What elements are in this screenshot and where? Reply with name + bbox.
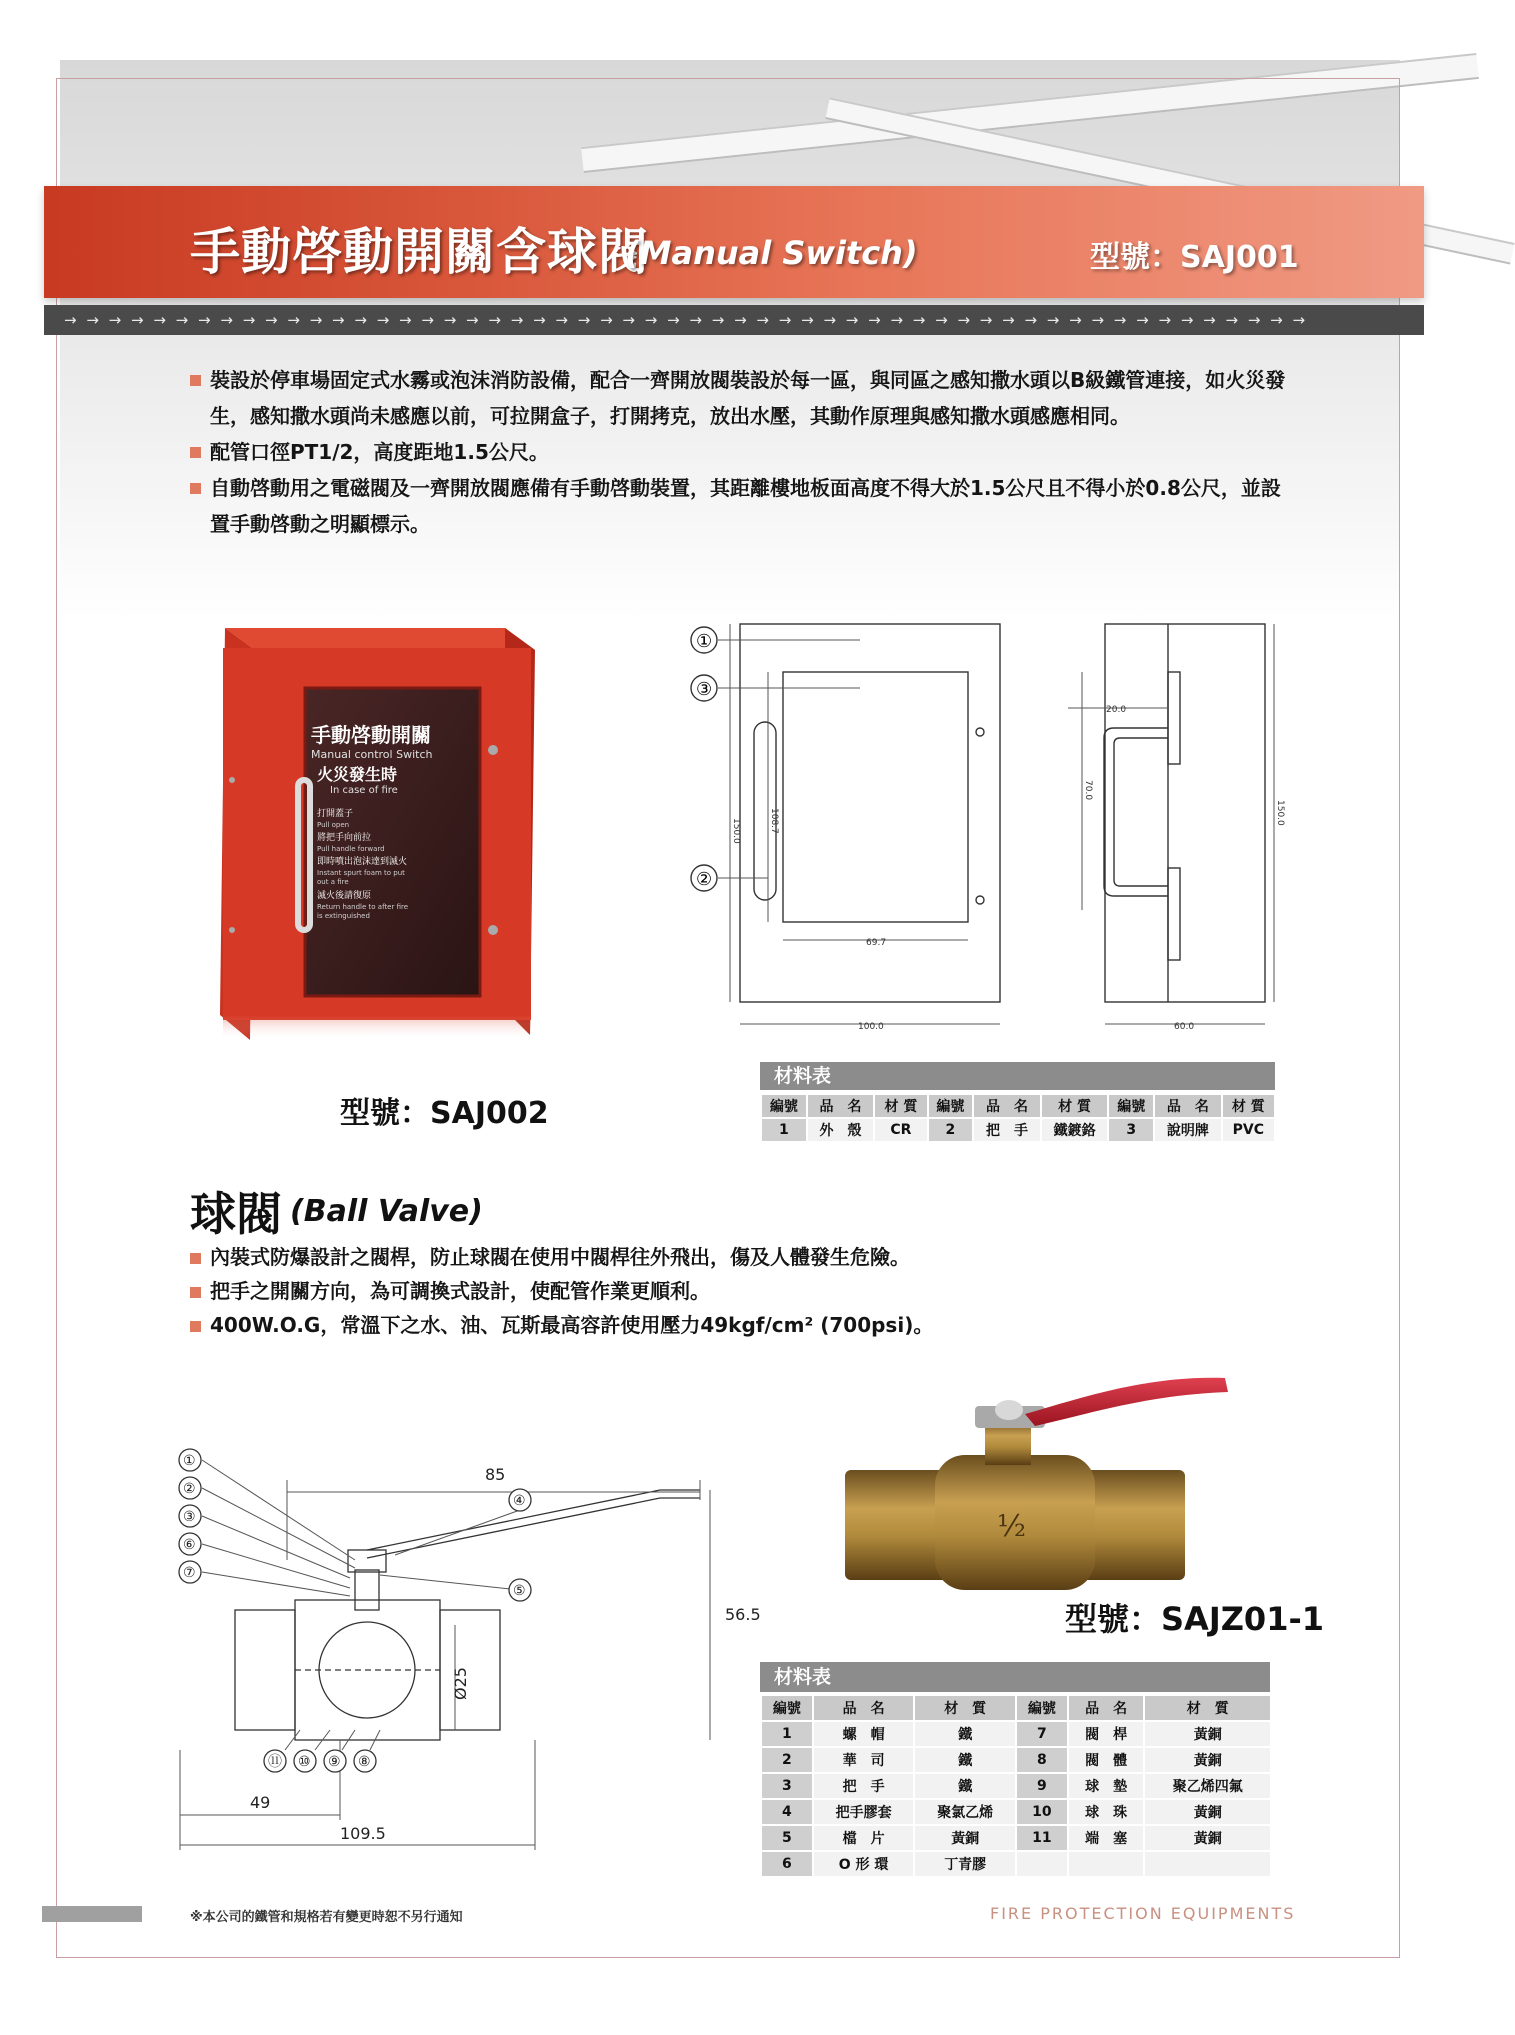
table-cell: 把 手 — [974, 1119, 1040, 1141]
table-cell: 3 — [762, 1774, 812, 1798]
intro-bullet-list — [190, 362, 1300, 542]
dim-handle-height: 70.0 — [1083, 780, 1093, 801]
box-instruction: 打開蓋子 — [317, 809, 354, 819]
intro-bullet: 裝設於停車場固定式水霧或泡沫消防設備，配合一齊開放閥裝設於每一區，與同區之感知撒水頭以B級鐵管連接，如火災發生，感知撒水頭尚未感應以前，可拉開盒子，打開拷克，放出水壓，其動作原理與感知撒水頭感應相同。 — [190, 362, 1300, 434]
valve-callout: ⑦ — [183, 1565, 196, 1581]
intro-bullet: 自動啓動用之電磁閥及一齊開放閥應備有手動啓動裝置，其距離樓地板面高度不得大於1.5公尺且不得小於0.8公尺，並設置手動啓動之明顯標示。 — [190, 470, 1300, 542]
callout-1: ① — [696, 631, 713, 652]
ball-valve-bullet-list — [190, 1240, 1300, 1342]
table-row — [762, 1826, 1270, 1850]
table-cell: 7 — [1017, 1722, 1067, 1746]
table-header: 編號 — [1017, 1696, 1067, 1720]
box-label-fire: 火災發生時 — [317, 765, 398, 784]
table-header: 材 質 — [875, 1095, 926, 1117]
table-cell: 8 — [1017, 1748, 1067, 1772]
dim-height-56: 56.5 — [725, 1605, 761, 1624]
intro-bullet: 配管口徑PT1/2，高度距地1.5公尺。 — [190, 434, 1300, 470]
table-cell: 閥 體 — [1069, 1748, 1144, 1772]
dim-height-window: 108.7 — [769, 808, 779, 834]
table-cell: 黃銅 — [915, 1826, 1015, 1850]
table-header-row — [762, 1696, 1270, 1720]
table-cell: 把 手 — [814, 1774, 914, 1798]
table-header: 編號 — [762, 1095, 806, 1117]
box-instruction: Return handle to after fire — [317, 903, 409, 911]
table-cell: CR — [875, 1119, 926, 1141]
valve-callout: ⑧ — [358, 1754, 371, 1770]
table-cell: 丁青膠 — [915, 1852, 1015, 1876]
table-header: 品 名 — [808, 1095, 874, 1117]
dim-length-109: 109.5 — [340, 1824, 386, 1843]
ball-valve-bullet: 內裝式防爆設計之閥桿，防止球閥在使用中閥桿往外飛出，傷及人體發生危險。 — [190, 1240, 1300, 1274]
table-cell — [1069, 1852, 1144, 1876]
table-cell: 5 — [762, 1826, 812, 1850]
ball-valve-title: 球閥 — [190, 1187, 282, 1241]
box-instruction: is extinguished — [317, 912, 370, 920]
table-cell: PVC — [1223, 1119, 1274, 1141]
table-header: 品 名 — [974, 1095, 1040, 1117]
table-cell: 黃銅 — [1145, 1826, 1270, 1850]
table-header: 品 名 — [1155, 1095, 1221, 1117]
table-cell: 聚乙烯四氟 — [1145, 1774, 1270, 1798]
table-cell: 黃銅 — [1145, 1748, 1270, 1772]
valve-callout: ② — [183, 1481, 196, 1497]
table-cell: 4 — [762, 1800, 812, 1824]
table-cell: 黃銅 — [1145, 1722, 1270, 1746]
table-row — [762, 1748, 1270, 1772]
table-header: 編號 — [929, 1095, 973, 1117]
arrow-divider: → → → → → → → → → → → → → → → → → → → → → → → → → → → → → → → → → → → → → → → → → → → → → → → → → → → → → → → → — [44, 305, 1424, 335]
box-instruction: 滅火後請復原 — [317, 891, 372, 901]
valve-callout: ⑥ — [183, 1537, 196, 1553]
header-model-number: 型號：SAJ001 — [1090, 240, 1299, 275]
manual-switch-photo — [205, 620, 545, 1040]
box-instruction: Pull open — [317, 821, 350, 829]
valve-size-marking: ½ — [997, 1509, 1027, 1544]
dim-length-85: 85 — [485, 1465, 506, 1484]
materials-table-1 — [760, 1093, 1276, 1143]
table-cell: 球 珠 — [1069, 1800, 1144, 1824]
table-header: 材 質 — [915, 1696, 1015, 1720]
footer-disclaimer: ※本公司的鐵管和規格若有變更時恕不另行通知 — [190, 1910, 463, 1925]
valve-callout: ④ — [513, 1493, 526, 1509]
valve-callout: ⑨ — [328, 1754, 341, 1770]
dim-handle-depth: 20.0 — [1106, 705, 1127, 715]
dim-side-height: 150.0 — [1275, 800, 1285, 826]
table-cell: 11 — [1017, 1826, 1067, 1850]
table-cell: 黃銅 — [1145, 1800, 1270, 1824]
dim-height-outer: 150.0 — [731, 818, 741, 844]
ball-valve-title-english: (Ball Valve) — [290, 1194, 483, 1229]
footer-bar — [42, 1906, 142, 1922]
table-header: 材 質 — [1145, 1696, 1270, 1720]
box-instruction: Pull handle forward — [317, 845, 385, 853]
table-row — [762, 1119, 1274, 1141]
table-header-row — [762, 1095, 1274, 1117]
table-cell: 華 司 — [814, 1748, 914, 1772]
dim-width-window: 69.7 — [866, 938, 887, 948]
box-instruction: 將把手向前拉 — [317, 833, 372, 843]
box-instruction: Instant spurt foam to put — [317, 869, 405, 877]
valve-callout: ① — [183, 1453, 196, 1469]
materials-table-2 — [760, 1694, 1272, 1878]
table-cell: O 形 環 — [814, 1852, 914, 1876]
table-row — [762, 1722, 1270, 1746]
table-cell: 鐵鍍鉻 — [1042, 1119, 1108, 1141]
table-cell: 閥 桿 — [1069, 1722, 1144, 1746]
table-cell: 檔 片 — [814, 1826, 914, 1850]
table-cell — [1017, 1852, 1067, 1876]
table-cell: 6 — [762, 1852, 812, 1876]
box-instruction: 即時噴出泡沫達到滅火 — [317, 857, 408, 867]
ball-valve-bullet: 400W.O.G，常溫下之水、油、瓦斯最高容許使用壓力49kgf/cm² (700psi)。 — [190, 1308, 1300, 1342]
valve-callout: ⑩ — [298, 1754, 311, 1770]
valve-callout: ⑤ — [513, 1583, 526, 1599]
table-cell: 9 — [1017, 1774, 1067, 1798]
box-label-fire-en: In case of fire — [330, 785, 398, 796]
table-cell: 把手膠套 — [814, 1800, 914, 1824]
table-cell: 10 — [1017, 1800, 1067, 1824]
table-cell: 端 塞 — [1069, 1826, 1144, 1850]
table-row — [762, 1852, 1270, 1876]
table-cell: 鐵 — [915, 1722, 1015, 1746]
table-cell: 1 — [762, 1119, 806, 1141]
table-cell: 鐵 — [915, 1748, 1015, 1772]
table-cell: 球 墊 — [1069, 1774, 1144, 1798]
valve-callout: ③ — [183, 1509, 196, 1525]
switch-technical-drawing — [660, 620, 1285, 1035]
dim-diameter-25: Ø25 — [451, 1667, 470, 1700]
materials-table-2-title: 材料表 — [760, 1662, 1270, 1692]
table-header: 品 名 — [814, 1696, 914, 1720]
table-cell: 說明牌 — [1155, 1119, 1221, 1141]
page-title: 手動啓動開關含球閥 — [190, 223, 649, 281]
box-label-title: 手動啓動開關 — [311, 723, 431, 747]
table-cell — [1145, 1852, 1270, 1876]
box-instruction: out a fire — [317, 878, 349, 886]
table-cell: 3 — [1109, 1119, 1153, 1141]
dim-length-49: 49 — [250, 1793, 271, 1812]
page-title-english: (Manual Switch) — [625, 234, 918, 272]
ball-valve-bullet: 把手之開關方向，為可調換式設計，使配管作業更順利。 — [190, 1274, 1300, 1308]
table-header: 編號 — [1109, 1095, 1153, 1117]
dim-side-depth: 60.0 — [1174, 1022, 1195, 1032]
table-cell: 2 — [929, 1119, 973, 1141]
dim-width-outer: 100.0 — [858, 1022, 884, 1032]
switch-model-number: 型號：SAJ002 — [340, 1096, 549, 1131]
footer-brand: FIRE PROTECTION EQUIPMENTS — [990, 1904, 1296, 1923]
ball-valve-technical-drawing — [180, 1450, 760, 1870]
table-cell: 1 — [762, 1722, 812, 1746]
table-header: 材 質 — [1042, 1095, 1108, 1117]
table-header: 材 質 — [1223, 1095, 1274, 1117]
callout-2: ② — [696, 869, 713, 890]
table-row — [762, 1774, 1270, 1798]
table-cell: 鐵 — [915, 1774, 1015, 1798]
table-header: 編號 — [762, 1696, 812, 1720]
table-cell: 外 殼 — [808, 1119, 874, 1141]
table-cell: 2 — [762, 1748, 812, 1772]
table-header: 品 名 — [1069, 1696, 1144, 1720]
callout-3: ③ — [696, 679, 713, 700]
ball-valve-photo — [825, 1360, 1245, 1600]
materials-table-1-title: 材料表 — [760, 1062, 1275, 1090]
table-row — [762, 1800, 1270, 1824]
table-cell: 螺 帽 — [814, 1722, 914, 1746]
valve-callout: ⑪ — [268, 1754, 282, 1770]
table-cell: 聚氯乙烯 — [915, 1800, 1015, 1824]
box-label-subtitle: Manual control Switch — [311, 748, 433, 761]
valve-model-number: 型號：SAJZ01-1 — [1065, 1600, 1325, 1638]
